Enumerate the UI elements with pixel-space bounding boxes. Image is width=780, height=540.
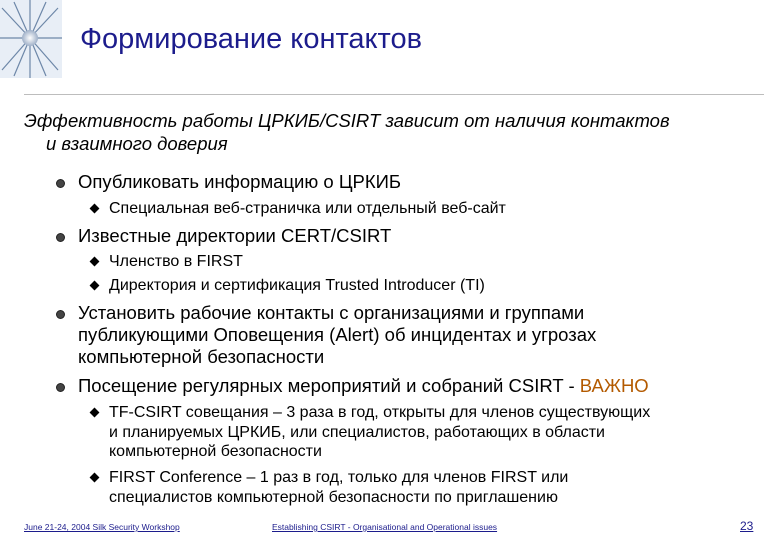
round-bullet-icon bbox=[56, 179, 65, 188]
diamond-bullet-icon bbox=[90, 204, 100, 214]
intro-line-1: Эффективность работы ЦРКИБ/CSIRT зависит от наличия контактов bbox=[24, 110, 670, 131]
list-item: Посещение регулярных мероприятий и собраний CSIRT - ВАЖНО bbox=[78, 375, 768, 397]
list-subitem: FIRST Conference – 1 раз в год, только для членов FIRST или специалистов компьютерной безопасности по приглашению bbox=[109, 468, 769, 507]
list-subitem: Директория и сертификация Trusted Introducer (TI) bbox=[109, 276, 769, 296]
footer-event: June 21-24, 2004 Silk Security Workshop bbox=[24, 522, 180, 532]
diamond-bullet-icon bbox=[90, 257, 100, 267]
intro-text bbox=[24, 109, 764, 155]
title-divider bbox=[24, 94, 764, 95]
list-subitem: TF-CSIRT совещания – 3 раза в год, открыты для членов существующих и планируемых ЦРКИБ, или специалистов, работающих в области компьютерной безопасности bbox=[109, 403, 769, 462]
starburst-icon bbox=[0, 0, 62, 78]
intro-line-2: и взаимного доверия bbox=[46, 133, 228, 154]
page-number: 23 bbox=[740, 519, 754, 533]
diamond-bullet-icon bbox=[90, 473, 100, 483]
footer-topic: Establishing CSIRT - Organisational and Operational issues bbox=[272, 522, 498, 532]
slide-title: Формирование контактов bbox=[80, 23, 423, 55]
diamond-bullet-icon bbox=[90, 408, 100, 418]
round-bullet-icon bbox=[56, 233, 65, 242]
list-item: Опубликовать информацию о ЦРКИБ bbox=[78, 171, 768, 193]
round-bullet-icon bbox=[56, 383, 65, 392]
round-bullet-icon bbox=[56, 310, 65, 319]
diamond-bullet-icon bbox=[90, 281, 100, 291]
list-item: Известные директории CERT/CSIRT bbox=[78, 225, 768, 247]
list-item: Установить рабочие контакты с организациями и группами публикующими Оповещения (Alert) об инцидентах и угрозах компьютерной безопасности bbox=[78, 302, 768, 368]
list-subitem: Членство в FIRST bbox=[109, 252, 769, 272]
important-label: ВАЖНО bbox=[579, 375, 649, 396]
list-subitem: Специальная веб-страничка или отдельный веб-сайт bbox=[109, 199, 769, 219]
